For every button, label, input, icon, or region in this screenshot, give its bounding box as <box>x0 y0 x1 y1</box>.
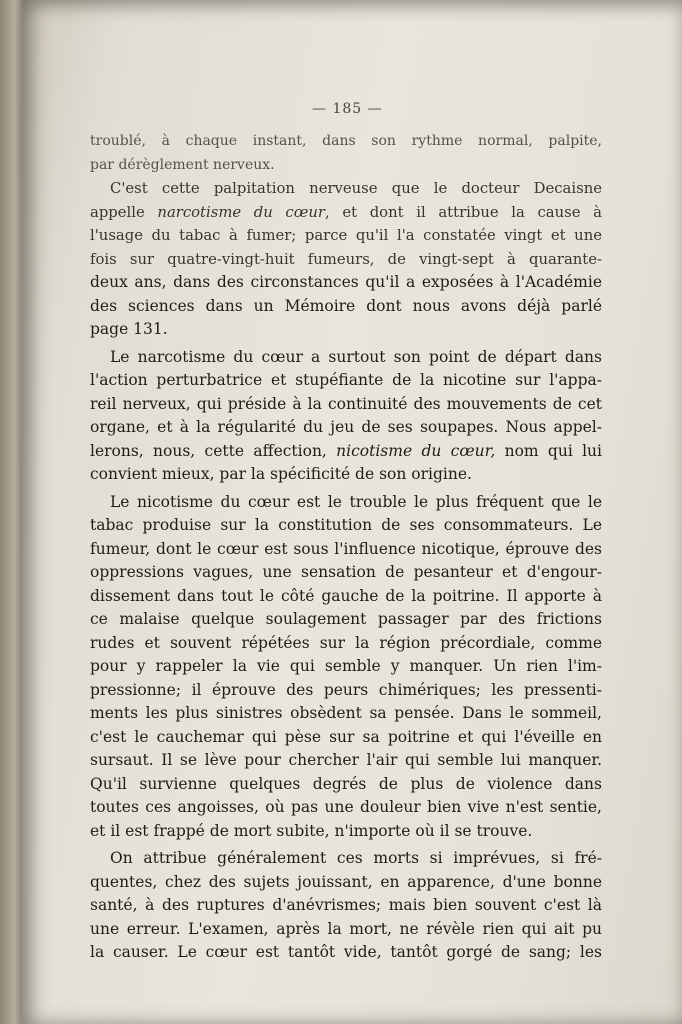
text-line: l'action perturbatrice et stupéfiante de la nicotine sur l'appa- <box>90 371 602 389</box>
text-segment: , et dont il attribue la cause à <box>324 203 603 221</box>
page-text <box>90 130 602 965</box>
text-line: une erreur. L'examen, après la mort, ne révèle rien qui ait pu <box>90 919 602 938</box>
text-line: organe, et à la régularité du jeu de ses soupapes. Nous appel- <box>90 418 602 436</box>
text-line: ce malaise quelque soulagement passager par des frictions <box>90 610 602 628</box>
text-line: fois sur quatre-vingt-huit fumeurs, de vingt-sept à quarante- <box>90 250 602 268</box>
text-line: l'usage du tabac à fumer; parce qu'il l'a constatée vingt et une <box>90 227 602 244</box>
text-line: par dérèglement nerveux. <box>90 156 275 173</box>
text-line: troublé, à chaque instant, dans son rythme normal, palpite, <box>90 133 602 149</box>
text-line: ments les plus sinistres obsèdent sa pensée. Dans le sommeil, <box>90 704 602 722</box>
text-line: santé, à des ruptures d'anévrismes; mais bien souvent c'est là <box>90 896 602 914</box>
text-line: C'est cette palpitation nerveuse que le docteur Decaisne <box>110 180 602 197</box>
italic-term: nicotisme du cœur, <box>336 441 496 460</box>
italic-term: narcotisme du cœur <box>157 203 325 221</box>
text-line: Le narcotisme du cœur a surtout son point de départ dans <box>110 347 602 366</box>
text-line: page 131. <box>90 320 168 338</box>
text-line: Le nicotisme du cœur est le trouble le plus fréquent que le <box>110 492 602 511</box>
text-segment: lerons, nous, cette affection, <box>90 441 337 460</box>
text-line: deux ans, dans des circonstances qu'il a exposées à l'Académie <box>90 273 602 291</box>
text-line: On attribue généralement ces morts si imprévues, si fré- <box>110 849 602 867</box>
text-line: sursaut. Il se lève pour chercher l'air qui semble lui manquer. <box>90 751 602 769</box>
text-line: Qu'il survienne quelques degrés de plus de violence dans <box>90 774 602 793</box>
page-number: — 185 — <box>312 101 383 117</box>
text-line: tabac produise sur la constitution de ses consommateurs. Le <box>90 516 602 534</box>
text-line <box>90 201 602 225</box>
text-line: fumeur, dont le cœur est sous l'influence nicotique, éprouve des <box>90 539 602 558</box>
text-line: pressionne; il éprouve des peurs chimériques; les pressenti- <box>90 680 602 699</box>
text-line: dissement dans tout le côté gauche de la poitrine. Il apporte à <box>90 586 602 605</box>
text-line: des sciences dans un Mémoire dont nous avons déjà parlé <box>90 296 602 315</box>
text-line: pour y rappeler la vie qui semble y manquer. Un rien l'im- <box>90 657 602 675</box>
text-line: toutes ces angoisses, où pas une douleur bien vive n'est sentie, <box>90 798 602 816</box>
text-line: quentes, chez des sujets jouissant, en apparence, d'une bonne <box>90 872 602 891</box>
text-line: et il est frappé de mort subite, n'importe où il se trouve. <box>90 821 533 840</box>
text-line <box>90 440 602 464</box>
text-line: oppressions vagues, une sensation de pesanteur et d'engour- <box>90 563 602 581</box>
text-line: reil nerveux, qui préside à la continuité des mouvements de cet <box>90 394 602 413</box>
text-line: rudes et souvent répétées sur la région précordiale, comme <box>90 633 602 652</box>
text-line: c'est le cauchemar qui pèse sur sa poitrine et qui l'éveille en <box>90 727 602 746</box>
text-segment: appelle <box>90 203 158 221</box>
text-line: convient mieux, par la spécificité de son origine. <box>90 465 472 483</box>
text-segment: nom qui lui <box>495 441 602 460</box>
text-line: la causer. Le cœur est tantôt vide, tantôt gorgé de sang; les <box>90 943 602 961</box>
